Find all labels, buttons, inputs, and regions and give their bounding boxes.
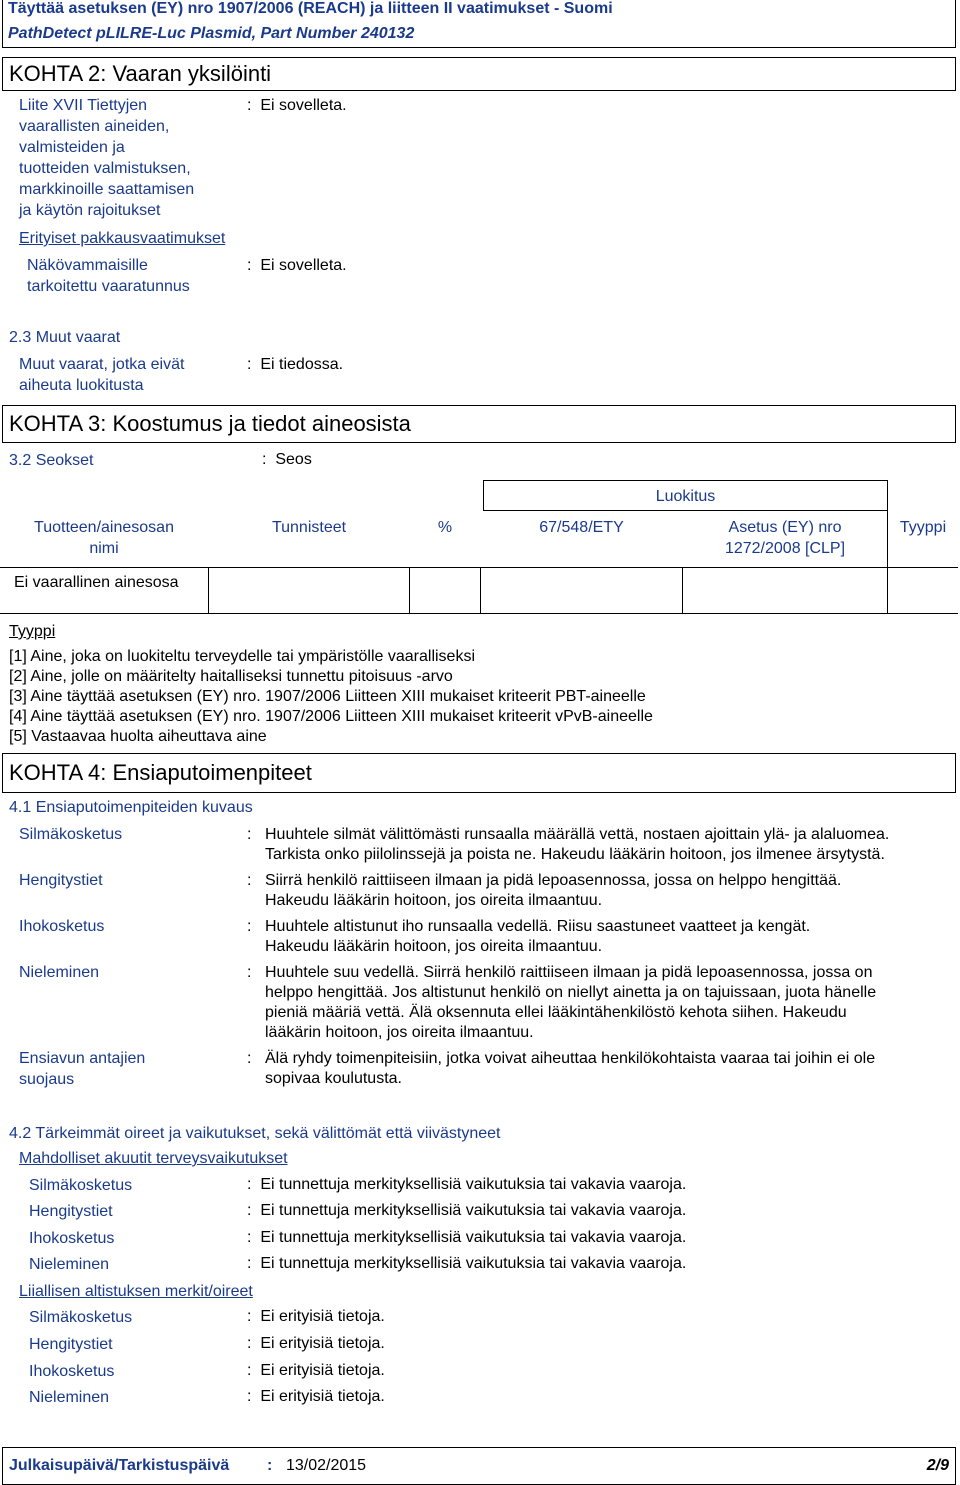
acute-skin-label: Ihokosketus (29, 1230, 115, 1247)
header-name: Tuotteen/ainesosan nimi (34, 519, 174, 557)
acute-inhalation-label: Hengitystiet (29, 1203, 113, 1220)
symptoms-subheading: 4.2 Tärkeimmät oireet ja vaikutukset, sekä välittömät että viivästyneet (9, 1125, 501, 1142)
measure-inhalation-text: : Siirrä henkilö raittiiseen ilmaan ja pidä lepoasennossa, jossa on helppo hengittää. Hakeudu lääkärin hoitoon, jos oireita ilmaantuu. (247, 872, 842, 909)
overexp-ingestion-label: Nieleminen (29, 1389, 110, 1406)
overexp-eye-label: Silmäkosketus (29, 1309, 133, 1326)
overexp-inhalation-label: Hengitystiet (29, 1336, 113, 1353)
overexp-skin-label: Ihokosketus (29, 1363, 115, 1380)
footer-date-label: Julkaisupäivä/Tarkistuspäivä (9, 1457, 230, 1474)
header-clp: Asetus (EY) nro 1272/2008 [CLP] (724, 519, 846, 557)
measure-skin-text: : Huuhtele altistunut iho runsaalla vedellä. Riisu saastuneet vaatteet ja kengät. Hakeudu lääkärin hoitoon, jos oireita ilmaantuu. (247, 918, 811, 955)
overexp-skin-value: : Ei erityisiä tietoja. (247, 1362, 385, 1379)
packaging-heading: Erityiset pakkausvaatimukset (19, 230, 226, 247)
acute-eye-value: : Ei tunnettuja merkityksellisiä vaikutuksia tai vakavia vaaroja. (247, 1176, 687, 1193)
section-3-title: KOHTA 3: Koostumus ja tiedot aineosista (2, 405, 956, 443)
overexp-ingestion-value: : Ei erityisiä tietoja. (247, 1388, 385, 1405)
measure-inhalation-label: Hengitystiet (19, 872, 103, 889)
other-hazards-label: Muut vaarat, jotka eivät aiheuta luokitusta (19, 356, 185, 394)
tactile-label: Näkövammaisille tarkoitettu vaaratunnus (27, 257, 190, 295)
header-percent: % (437, 519, 453, 536)
tactile-value: : Ei sovelleta. (247, 257, 347, 274)
header-product: PathDetect pLILRE-Luc Plasmid, Part Number 240132 (8, 25, 415, 42)
document-footer (2, 1447, 956, 1485)
acute-ingestion-label: Nieleminen (29, 1256, 110, 1273)
composition-table (0, 480, 958, 614)
header-title: Täyttää asetuksen (EY) nro 1907/2006 (REACH) ja liitteen II vaatimukset - Suomi (8, 0, 613, 17)
header-type: Tyyppi (899, 519, 947, 536)
header-luokitus: Luokitus (655, 488, 716, 505)
acute-skin-value: : Ei tunnettuja merkityksellisiä vaikutuksia tai vakavia vaaroja. (247, 1229, 687, 1246)
table-row: Ei vaarallinen ainesosa (14, 574, 179, 591)
acute-ingestion-value: : Ei tunnettuja merkityksellisiä vaikutuksia tai vakavia vaaroja. (247, 1255, 687, 1272)
measure-skin-label: Ihokosketus (19, 918, 105, 935)
type-heading: Tyyppi (9, 623, 56, 640)
other-hazards-heading: 2.3 Muut vaarat (9, 329, 121, 346)
overexp-inhalation-value: : Ei erityisiä tietoja. (247, 1335, 385, 1352)
measure-ingestion-text: : Huuhtele suu vedellä. Siirrä henkilö raittiiseen ilmaan ja pidä lepoasennossa, jossa on helppo hengittää. Jos altistunut henkilö on niellyt ainetta ja on tajuissaan, juota hänelle pieniä määriä vettä. Älä oksennuta ellei lääkintähenkilöstö kehota siihen. Hakeudu lääkärin hoitoon, jos oireita ilmaantuu. (247, 964, 877, 1041)
acute-inhalation-value: : Ei tunnettuja merkityksellisiä vaikutuksia tai vakavia vaaroja. (247, 1202, 687, 1219)
measure-eye-label: Silmäkosketus (19, 826, 123, 843)
measure-rescuer-text: : Älä ryhdy toimenpiteisiin, jotka voivat aiheuttaa henkilökohtaista vaaraa tai joihin ei ole sopivaa koulutusta. (247, 1050, 876, 1087)
acute-eye-label: Silmäkosketus (29, 1177, 133, 1194)
footer-date: 13/02/2015 (286, 1457, 367, 1474)
other-hazards-value: : Ei tiedossa. (247, 356, 344, 373)
measure-ingestion-label: Nieleminen (19, 964, 100, 981)
annex-label: Liite XVII Tiettyjen vaarallisten aineiden, valmisteiden ja tuotteiden valmistuksen, markkinoille saattamisen ja käytön rajoitukset (19, 97, 195, 219)
annex-value: : Ei sovelleta. (247, 97, 347, 114)
mixture-value: : Seos (262, 451, 312, 468)
header-identifiers: Tunnisteet (271, 519, 347, 536)
mixture-label: 3.2 Seokset (9, 452, 94, 469)
measure-eye-text: : Huuhtele silmät välittömästi runsaalla määrällä vettä, nostaen ajoittain ylä- ja alaluomea. Tarkista onko piilolinssejä ja poista ne. Hakeudu lääkärin hoitoon, jos ilmenee ärsytystä. (247, 826, 890, 863)
overexp-eye-value: : Ei erityisiä tietoja. (247, 1308, 385, 1325)
measure-rescuer-label: Ensiavun antajien suojaus (19, 1050, 146, 1088)
first-aid-subheading: 4.1 Ensiaputoimenpiteiden kuvaus (9, 799, 253, 816)
acute-heading: Mahdolliset akuutit terveysvaikutukset (19, 1150, 288, 1167)
type-notes: [1] Aine, joka on luokiteltu terveydelle tai ympäristölle vaaralliseksi [2] Aine, jolle on määritelty haitalliseksi tunnettu pitoisuus -arvo [3] Aine täyttää asetuksen (EY) nro. 1907/2006 Liitteen XIII mukaiset kriteerit PBT-aineelle [4] Aine täyttää asetuksen (EY) nro. 1907/2006 Liitteen XIII mukaiset kriteerit vPvB-aineelle [5] Vastaavaa huolta aiheuttava aine (9, 648, 653, 745)
page-number: 2/9 (926, 1457, 949, 1474)
header-67-548: 67/548/ETY (539, 519, 624, 536)
overexposure-heading: Liiallisen altistuksen merkit/oireet (19, 1283, 253, 1300)
section-4-title: KOHTA 4: Ensiaputoimenpiteet (2, 753, 956, 793)
footer-colon: : (267, 1457, 273, 1474)
section-2-title: KOHTA 2: Vaaran yksilöinti (2, 57, 956, 91)
